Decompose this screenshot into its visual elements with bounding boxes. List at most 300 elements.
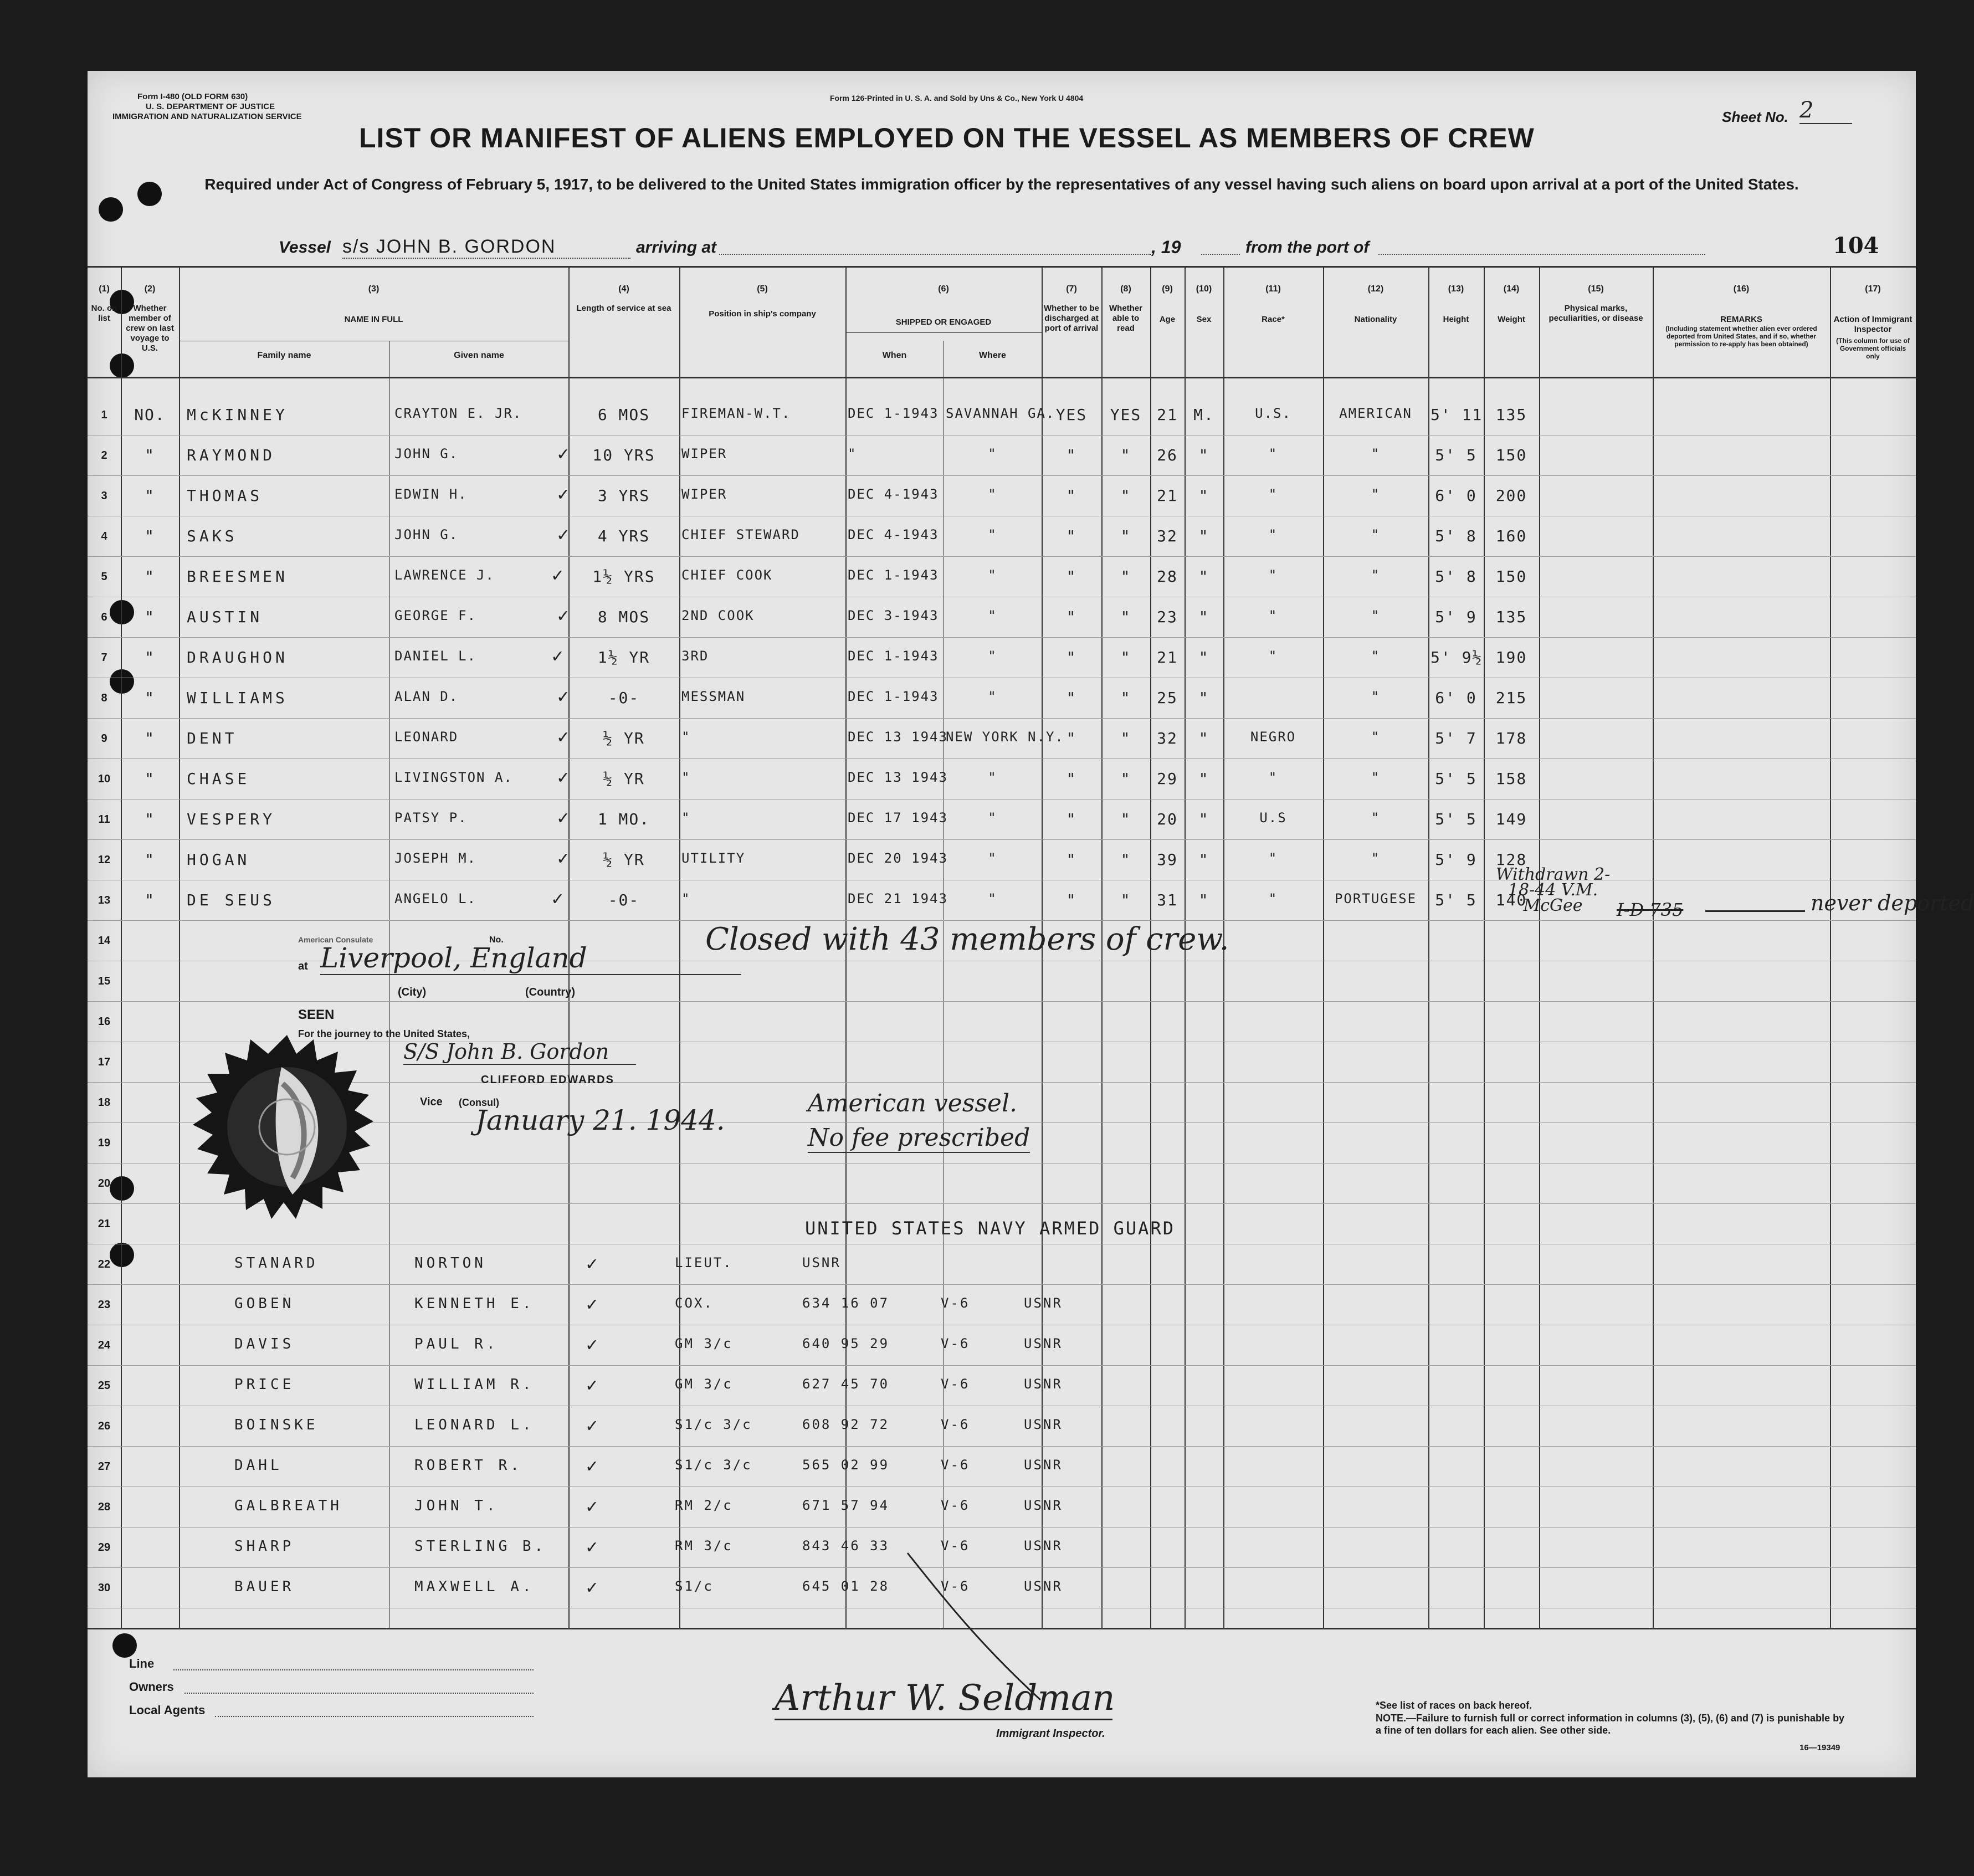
cell-read: " (1120, 850, 1131, 869)
guard-family: GALBREATH (234, 1498, 342, 1514)
cell-race: " (1268, 770, 1278, 785)
inspector-signature: Arthur W. Seldman (775, 1678, 1112, 1720)
guard-where: V-6 (941, 1578, 970, 1594)
row-number: 1 (101, 409, 107, 421)
check-mark: ✓ (586, 1414, 599, 1437)
binder-hole (110, 353, 134, 378)
row-number: 11 (98, 813, 110, 826)
cell-read: " (1120, 770, 1131, 788)
table-top-rule (88, 266, 1916, 268)
sheet-number: 2 (1799, 98, 1852, 124)
guard-where: V-6 (941, 1336, 970, 1351)
cell-given: EDWIN H. (394, 486, 468, 502)
consular-seal (187, 1034, 387, 1225)
cell-service: 1 MO. (597, 810, 650, 828)
guard-row (88, 1449, 1916, 1490)
owners-field[interactable] (184, 1693, 534, 1694)
column-number: (3) (368, 284, 380, 294)
guard-row (88, 1328, 1916, 1368)
line-label: Line (129, 1657, 155, 1670)
cell-age: 26 (1157, 446, 1178, 464)
cell-height: 6' 0 (1435, 689, 1477, 707)
cell-given: LIVINGSTON A. (394, 770, 513, 785)
agents-field[interactable] (215, 1716, 534, 1717)
check-mark: ✓ (586, 1374, 599, 1396)
cell-service: ½ YR (603, 729, 645, 747)
cell-race: " (1268, 608, 1278, 623)
cell-race: " (1268, 850, 1278, 866)
column-number: (13) (1448, 284, 1464, 294)
crew-row (88, 519, 1916, 560)
cell-position: 3RD (681, 648, 709, 664)
form-code: 16—19349 (1799, 1743, 1840, 1752)
cell-weight: 140 (1495, 891, 1527, 909)
guard-position: COX. (675, 1295, 714, 1311)
cell-family: SAKS (187, 527, 238, 545)
cell-where: " (988, 770, 997, 785)
guard-nationality: USNR (1024, 1457, 1063, 1473)
row-number: 24 (98, 1339, 111, 1351)
cell-nationality: PORTUGESE (1334, 891, 1417, 906)
remarks-subhead: (Including statement whether alien ever ordered deported from United States, and if so, whether permission to re-apply has been obtained) (1665, 325, 1817, 348)
check-mark: ✓ (557, 847, 571, 869)
cell-where: " (988, 446, 997, 462)
service-name: IMMIGRATION AND NATURALIZATION SERVICE (112, 112, 302, 121)
guard-family: BOINSKE (234, 1417, 319, 1433)
column-number: (17) (1865, 284, 1881, 294)
cell-age: 21 (1157, 648, 1178, 667)
column-number: (1) (99, 284, 110, 294)
vessel-label: Vessel (279, 238, 331, 257)
guard-nationality: USNR (1024, 1498, 1063, 1513)
column-number: (7) (1066, 284, 1077, 294)
row-number: 6 (101, 611, 107, 623)
cell-read: " (1120, 486, 1131, 505)
cell-race: " (1268, 527, 1278, 542)
cell-sex: M. (1193, 406, 1214, 424)
cell-read: " (1120, 446, 1131, 464)
crew-row (88, 600, 1916, 640)
column-label: Whether member of crew on last voyage to U.S. (126, 304, 174, 353)
check-mark: ✓ (552, 645, 565, 667)
form-number: Form I-480 (OLD FORM 630) (137, 92, 248, 101)
guard-position: S1/c 3/c (675, 1417, 752, 1432)
check-mark: ✓ (552, 888, 565, 910)
cell-prev: " (145, 689, 155, 707)
row-number: 10 (98, 773, 111, 785)
consulate-no: No. (489, 935, 504, 945)
cell-discharged: " (1066, 567, 1077, 586)
row-number: 22 (98, 1258, 111, 1270)
cell-position: WIPER (681, 486, 727, 502)
cell-height: 5' 8 (1435, 567, 1477, 586)
row-rule (88, 1001, 1916, 1002)
column-number: (5) (757, 284, 768, 294)
cell-given: DANIEL L. (394, 648, 477, 664)
cell-read: " (1120, 891, 1131, 909)
cell-discharged: " (1066, 850, 1077, 869)
column-label: Height (1443, 315, 1469, 324)
cell-weight: 150 (1495, 446, 1527, 464)
cell-when: DEC 4-1943 (848, 527, 939, 542)
city-value: Liverpool, England (320, 942, 741, 975)
cell-discharged: " (1066, 891, 1077, 909)
inspector-label: Immigrant Inspector. (996, 1728, 1105, 1740)
column-number: (15) (1588, 284, 1604, 294)
cell-race: " (1268, 648, 1278, 664)
row-number: 12 (98, 854, 111, 866)
cell-discharged: YES (1055, 406, 1088, 424)
cell-race: " (1268, 446, 1278, 462)
check-mark: ✓ (552, 564, 565, 586)
cell-when: DEC 1-1943 (848, 689, 939, 704)
cell-read: " (1120, 567, 1131, 586)
when-subhead: When (882, 351, 907, 360)
cell-given: GEORGE F. (394, 608, 477, 623)
cell-race: " (1268, 486, 1278, 502)
guard-nationality: USNR (1024, 1538, 1063, 1554)
arriving-field[interactable] (719, 254, 1151, 255)
guard-nationality: USNR (1024, 1417, 1063, 1432)
column-label: SHIPPED OR ENGAGED (895, 317, 992, 327)
cell-where: " (988, 567, 997, 583)
guard-position: RM 3/c (675, 1538, 733, 1554)
cell-discharged: " (1066, 608, 1077, 626)
column-number: (16) (1733, 284, 1750, 294)
cell-age: 21 (1157, 406, 1178, 424)
cell-where: " (988, 648, 997, 664)
cell-nationality: " (1371, 608, 1381, 623)
cell-nationality: " (1371, 689, 1381, 704)
guard-given: MAXWELL A. (414, 1578, 535, 1595)
cell-race: NEGRO (1250, 729, 1296, 745)
year-field[interactable] (1201, 254, 1240, 255)
guard-given: LEONARD L. (414, 1417, 535, 1433)
cell-service: ½ YR (603, 850, 645, 869)
cell-nationality: " (1371, 527, 1381, 542)
guard-where: V-6 (941, 1417, 970, 1432)
guard-when: USNR (802, 1255, 841, 1270)
cell-when: DEC 13 1943 (848, 770, 948, 785)
column-label: Nationality (1354, 315, 1397, 324)
guard-position: S1/c 3/c (675, 1457, 752, 1473)
cell-given: JOSEPH M. (394, 850, 477, 866)
cell-service: 4 YRS (597, 527, 650, 545)
vessel-name: s/s JOHN B. GORDON (342, 236, 630, 259)
column-number: (9) (1162, 284, 1173, 294)
cell-prev: " (145, 891, 155, 909)
row-number: 17 (98, 1056, 111, 1068)
check-mark: ✓ (586, 1253, 599, 1275)
row-number: 4 (101, 530, 107, 542)
department-name: U. S. DEPARTMENT OF JUSTICE (146, 102, 275, 111)
row-number: 27 (98, 1460, 111, 1473)
guard-family: DAHL (234, 1457, 283, 1474)
cell-discharged: " (1066, 729, 1077, 747)
cell-discharged: " (1066, 810, 1077, 828)
withdrawn-note: Withdrawn 2-18-44 V.M. McGee (1495, 865, 1611, 915)
column-label: Sex (1196, 315, 1212, 324)
cell-sex: " (1198, 729, 1209, 747)
cell-when: DEC 21 1943 (848, 891, 948, 906)
crew-row (88, 479, 1916, 519)
cell-sex: " (1198, 486, 1209, 505)
check-mark: ✓ (557, 685, 571, 708)
cell-height: 5' 8 (1435, 527, 1477, 545)
closed-note: Closed with 43 members of crew. (705, 921, 1229, 957)
cell-position: FIREMAN-W.T. (681, 406, 791, 421)
cell-height: 5' 7 (1435, 729, 1477, 747)
cell-discharged: " (1066, 486, 1077, 505)
cell-position: CHIEF COOK (681, 567, 773, 583)
cell-weight: 149 (1495, 810, 1527, 828)
cell-where: " (988, 689, 997, 704)
cell-service: 6 MOS (597, 406, 650, 424)
column-label: NAME IN FULL (344, 315, 403, 324)
where-subhead: Where (979, 351, 1006, 360)
cell-when: DEC 1-1943 (848, 567, 939, 583)
row-number: 15 (98, 975, 111, 987)
check-mark: ✓ (586, 1536, 599, 1558)
check-mark: ✓ (557, 483, 571, 505)
cell-sex: " (1198, 446, 1209, 464)
cell-nationality: " (1371, 486, 1381, 502)
column-label: Age (1159, 315, 1176, 324)
column-number: (8) (1120, 284, 1131, 294)
column-label: Whether to be discharged at port of arrival (1044, 304, 1099, 333)
cell-height: 5' 5 (1435, 810, 1477, 828)
guard-where: V-6 (941, 1295, 970, 1311)
guard-where: V-6 (941, 1457, 970, 1473)
cell-service: -0- (608, 891, 640, 909)
cell-discharged: " (1066, 689, 1077, 707)
cell-nationality: " (1371, 648, 1381, 664)
manifest-page (88, 71, 1974, 1777)
sheet-label: Sheet No. (1722, 109, 1788, 125)
cell-weight: 135 (1495, 608, 1527, 626)
cell-age: 25 (1157, 689, 1178, 707)
column-number: (2) (144, 284, 156, 294)
row-number: 20 (98, 1177, 111, 1190)
never-deported-note: never deported (1811, 891, 1974, 915)
page-number: 104 (1833, 233, 1879, 259)
cell-when: DEC 17 1943 (848, 810, 948, 826)
crew-row (88, 721, 1916, 762)
printer-note: Form 126-Printed in U. S. A. and Sold by Uns & Co., New York U 4804 (830, 94, 1084, 102)
cell-service: 1½ YRS (592, 567, 655, 586)
guard-where: V-6 (941, 1376, 970, 1392)
column-number: (6) (938, 284, 949, 294)
column-number: (4) (618, 284, 629, 294)
cell-service: 8 MOS (597, 608, 650, 626)
column-number: (11) (1265, 284, 1281, 294)
cell-weight: 190 (1495, 648, 1527, 667)
guard-position: LIEUT. (675, 1255, 733, 1270)
cell-given: ANGELO L. (394, 891, 477, 906)
guard-row (88, 1490, 1916, 1530)
races-note: *See list of races on back hereof. (1376, 1700, 1532, 1711)
cell-when: DEC 3-1943 (848, 608, 939, 623)
cell-where: " (988, 850, 997, 866)
city-label: (City) (398, 986, 427, 998)
cell-service: 10 YRS (592, 446, 655, 464)
consul-label: (Consul) (459, 1097, 499, 1108)
cell-nationality: " (1371, 729, 1381, 745)
guard-row (88, 1409, 1916, 1449)
check-mark: ✓ (557, 443, 571, 465)
cell-race: U.S. (1255, 406, 1291, 421)
cell-sex: " (1198, 810, 1209, 828)
cell-prev: " (145, 850, 155, 869)
cell-prev: " (145, 770, 155, 788)
crew-row (88, 398, 1916, 438)
cell-given: JOHN G. (394, 527, 459, 542)
column-number: (10) (1196, 284, 1212, 294)
check-mark: ✓ (557, 524, 571, 546)
cell-read: " (1120, 527, 1131, 545)
cell-prev: " (145, 567, 155, 586)
cell-height: 5' 5 (1435, 770, 1477, 788)
cell-weight: 200 (1495, 486, 1527, 505)
cell-weight: 158 (1495, 770, 1527, 788)
guard-given: NORTON (414, 1255, 486, 1272)
cell-given: ALAN D. (394, 689, 459, 704)
cell-race: " (1268, 567, 1278, 583)
cell-position: " (681, 770, 691, 785)
column-label: No. on list (91, 304, 117, 323)
guard-nationality: USNR (1024, 1336, 1063, 1351)
cell-sex: " (1198, 689, 1209, 707)
cell-where: " (988, 810, 997, 826)
binder-hole (112, 1633, 137, 1658)
cell-position: UTILITY (681, 850, 746, 866)
guard-row (88, 1247, 1916, 1288)
cell-where: SAVANNAH GA. (946, 406, 1055, 421)
cell-age: 39 (1157, 850, 1178, 869)
cell-family: BREESMEN (187, 567, 288, 586)
cell-sex: " (1198, 527, 1209, 545)
cell-where: " (988, 486, 997, 502)
guard-nationality: USNR (1024, 1376, 1063, 1392)
cell-read: " (1120, 608, 1131, 626)
cell-weight: 128 (1495, 850, 1527, 869)
cell-height: 5' 9 (1435, 608, 1477, 626)
row-number: 19 (98, 1137, 111, 1149)
cell-where: NEW YORK N.Y. (946, 729, 1064, 745)
cell-read: " (1120, 810, 1131, 828)
owners-label: Owners (129, 1680, 174, 1694)
from-port-field[interactable] (1378, 254, 1705, 255)
check-mark: ✓ (586, 1334, 599, 1356)
guard-nationality: USNR (1024, 1578, 1063, 1594)
journey-vessel: S/S John B. Gordon (403, 1039, 636, 1065)
guard-when: 608 92 72 (802, 1417, 890, 1432)
cell-position: " (681, 891, 691, 906)
cell-weight: 178 (1495, 729, 1527, 747)
cell-given: CRAYTON E. JR. (394, 406, 522, 421)
cell-position: MESSMAN (681, 689, 746, 704)
cell-age: 32 (1157, 527, 1178, 545)
cell-family: DENT (187, 729, 238, 747)
cell-weight: 215 (1495, 689, 1527, 707)
consul-name: CLIFFORD EDWARDS (481, 1074, 614, 1086)
row-number: 8 (101, 692, 107, 704)
cell-given: JOHN G. (394, 446, 459, 462)
cell-read: " (1120, 648, 1131, 667)
cell-age: 28 (1157, 567, 1178, 586)
row-number: 28 (98, 1501, 111, 1513)
column-label: Whether able to read (1109, 304, 1142, 333)
cell-read: " (1120, 689, 1131, 707)
check-mark: ✓ (586, 1495, 599, 1518)
binder-hole (99, 197, 123, 222)
guard-when: 640 95 29 (802, 1336, 890, 1351)
guard-when: 627 45 70 (802, 1376, 890, 1392)
row-number: 29 (98, 1541, 111, 1554)
line-field[interactable] (173, 1669, 534, 1670)
crew-row (88, 640, 1916, 681)
cell-service: 3 YRS (597, 486, 650, 505)
cell-height: 5' 5 (1435, 446, 1477, 464)
cell-when: DEC 1-1943 (848, 648, 939, 664)
cell-family: DE SEUS (187, 891, 276, 909)
row-number: 23 (98, 1299, 111, 1311)
guard-when: 671 57 94 (802, 1498, 890, 1513)
row-number: 14 (98, 935, 111, 947)
cell-prev: " (145, 729, 155, 747)
cell-height: 5' 11 (1430, 406, 1483, 424)
guard-when: 843 46 33 (802, 1538, 890, 1554)
cell-when: DEC 4-1943 (848, 486, 939, 502)
crew-row (88, 762, 1916, 802)
cell-discharged: " (1066, 446, 1077, 464)
cell-age: 20 (1157, 810, 1178, 828)
cell-height: 5' 9 (1435, 850, 1477, 869)
guard-family: SHARP (234, 1538, 295, 1555)
check-mark: ✓ (557, 807, 571, 829)
guard-when: 645 01 28 (802, 1578, 890, 1594)
cell-family: McKINNEY (187, 406, 288, 424)
cell-service: ½ YR (603, 770, 645, 788)
country-label: (Country) (525, 986, 575, 998)
row-number: 3 (101, 490, 107, 502)
row-number: 26 (98, 1420, 111, 1432)
header-bottom-rule (88, 377, 1916, 378)
at-label: at (298, 960, 308, 972)
guard-position: GM 3/c (675, 1336, 733, 1351)
consul-date: January 21. 1944. (475, 1104, 725, 1136)
cell-read: YES (1110, 406, 1142, 424)
cell-service: -0- (608, 689, 640, 707)
cell-service: 1½ YR (597, 648, 650, 667)
column-number: (12) (1367, 284, 1384, 294)
cell-family: AUSTIN (187, 608, 263, 626)
cell-given: LEONARD (394, 729, 459, 745)
cell-age: 32 (1157, 729, 1178, 747)
guard-given: ROBERT R. (414, 1457, 522, 1474)
cell-where: " (988, 891, 997, 906)
cell-prev: " (145, 486, 155, 505)
nota-note: NOTE.—Failure to furnish full or correct information in columns (3), (5), (6) and (7) is punishable by a fine of ten dollars for each alien. See other side. (1376, 1713, 1845, 1736)
column-number: (14) (1503, 284, 1520, 294)
guard-family: GOBEN (234, 1295, 295, 1312)
guard-family: DAVIS (234, 1336, 295, 1352)
cell-sex: " (1198, 567, 1209, 586)
family-name-subhead: Family name (257, 351, 311, 360)
agents-label: Local Agents (129, 1703, 206, 1717)
cell-given: LAWRENCE J. (394, 567, 495, 583)
cell-prev: " (145, 648, 155, 667)
